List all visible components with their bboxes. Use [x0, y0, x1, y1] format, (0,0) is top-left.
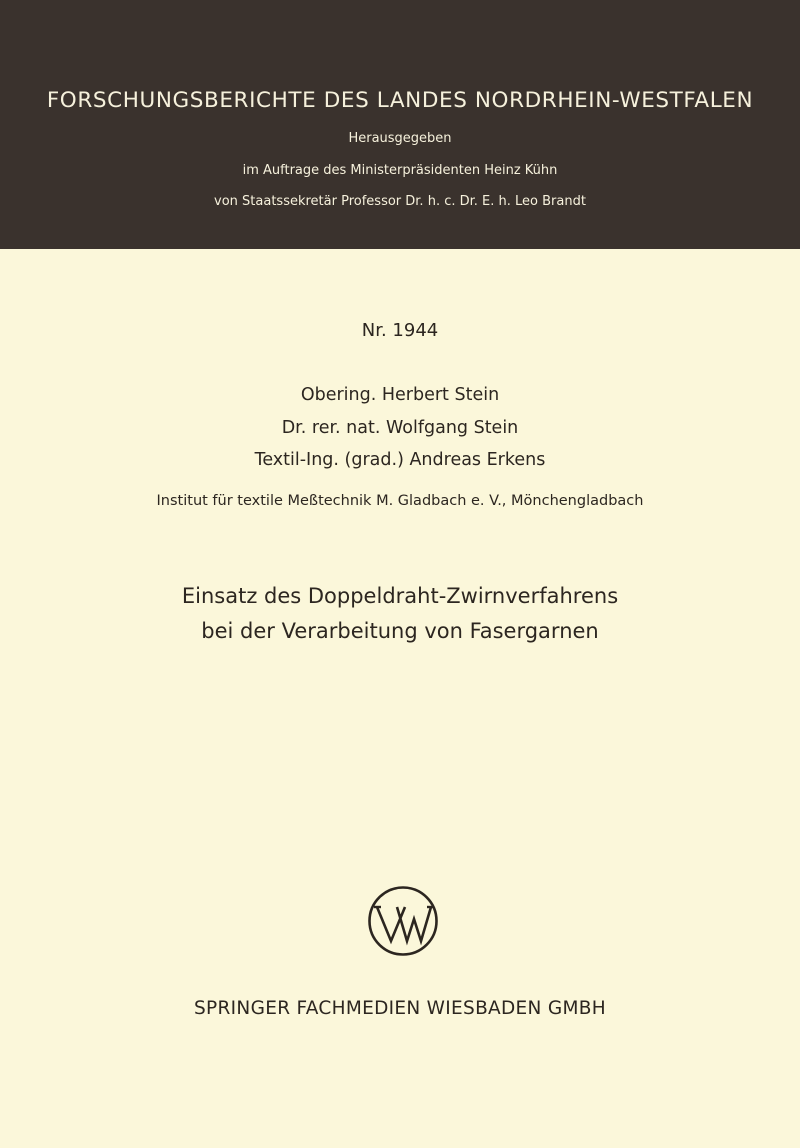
- publisher-logo-icon: [367, 885, 439, 957]
- series-title: FORSCHUNGSBERICHTE DES LANDES NORDRHEIN-WESTFALEN: [46, 88, 754, 113]
- editor-line-herausgegeben: Herausgegeben: [348, 131, 452, 146]
- series-header-band: [0, 0, 800, 249]
- author-1: Obering. Herbert Stein: [300, 385, 500, 405]
- report-number: Nr. 1944: [361, 320, 439, 341]
- editor-line-commission: im Auftrage des Ministerpräsidenten Heinz Kühn: [242, 163, 558, 178]
- editor-line-secretary: von Staatssekretär Professor Dr. h. c. Dr. E. h. Leo Brandt: [214, 194, 586, 209]
- publisher-name: SPRINGER FACHMEDIEN WIESBADEN GMBH: [194, 998, 606, 1019]
- author-3: Textil-Ing. (grad.) Andreas Erkens: [254, 450, 546, 470]
- author-2: Dr. rer. nat. Wolfgang Stein: [281, 418, 519, 438]
- institute-affiliation: Institut für textile Meßtechnik M. Gladbach e. V., Mönchengladbach: [156, 493, 644, 509]
- report-title-line-2: bei der Verarbeitung von Fasergarnen: [201, 619, 599, 643]
- report-title-line-1: Einsatz des Doppeldraht-Zwirnverfahrens: [181, 584, 619, 608]
